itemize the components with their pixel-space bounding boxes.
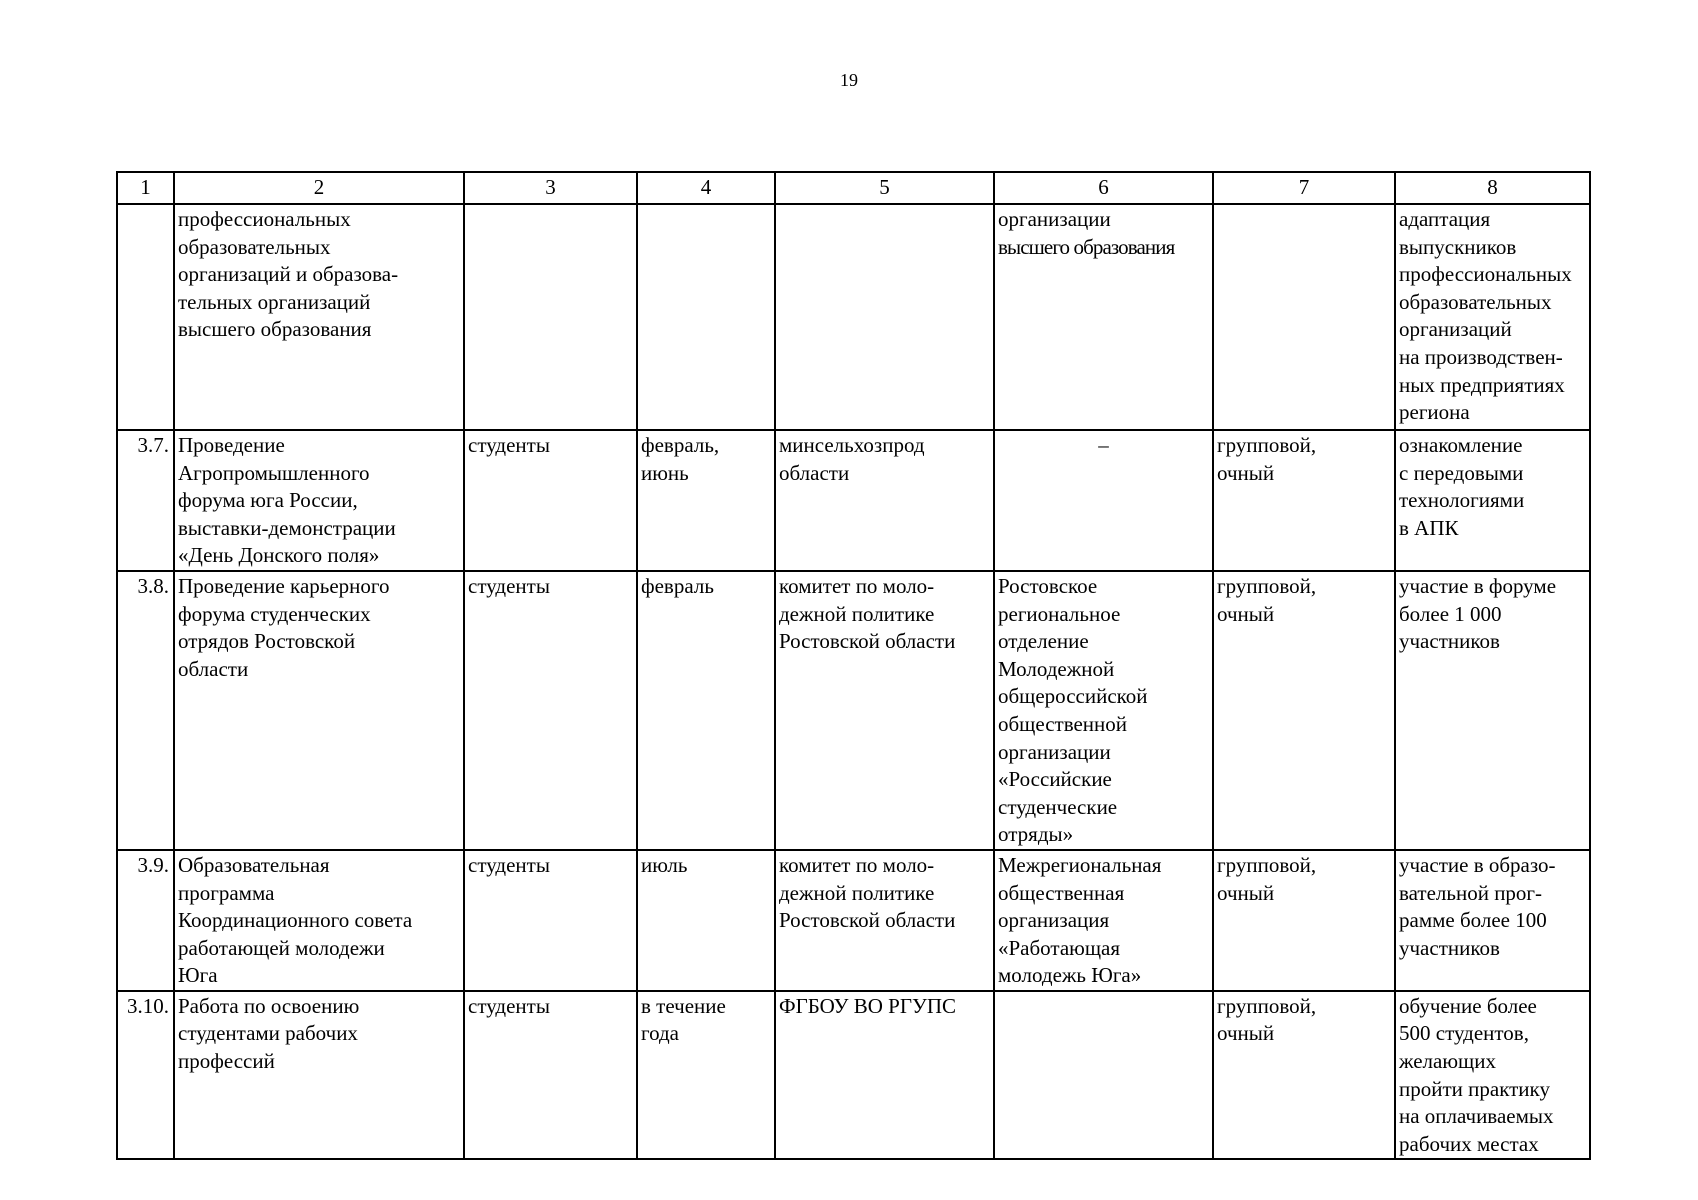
cell-text-line: ознакомление <box>1399 433 1523 457</box>
cell-text-line: Межрегиональная <box>998 852 1162 877</box>
cell-text-line: с передовыми <box>1399 460 1524 485</box>
cell-text-line: Агропромышленного <box>178 460 370 485</box>
cell-text-line: организаций <box>1399 317 1512 342</box>
cell-text-line: групповой, <box>1217 433 1317 457</box>
cell-text-line: области <box>178 656 249 681</box>
cell-text-line: адаптация <box>1399 207 1491 231</box>
cell-text-line: молодежь Юга» <box>998 963 1142 988</box>
cell-text-line: участников <box>1399 629 1500 654</box>
cell-text-line: 500 студентов, <box>1399 1021 1529 1046</box>
cell-period <box>637 850 775 991</box>
cell-text-line: организации <box>998 739 1111 764</box>
cell-text-line: на оплачиваемых <box>1399 1104 1554 1129</box>
cell-text-line: технологиями <box>1399 488 1525 513</box>
cell-text-line: очный <box>1217 1021 1275 1046</box>
cell-text-line: рамме более 100 <box>1399 908 1547 933</box>
cell-text-line: обучение более <box>1399 993 1537 1018</box>
cell-text-line: групповой, <box>1217 852 1317 877</box>
cell-participants <box>464 850 637 991</box>
cell-text-line: желающих <box>1399 1049 1496 1074</box>
cell-text-line: минсельхозпрод <box>779 433 925 457</box>
cell-text-line: профессиональных <box>1399 262 1572 287</box>
cell-number <box>117 204 174 430</box>
cell-text-line: ФГБОУ ВО РГУПС <box>779 993 957 1018</box>
column-header: 7 <box>1213 172 1395 204</box>
cell-partners <box>994 571 1213 850</box>
column-header: 1 <box>117 172 174 204</box>
cell-text-line: вательной прог- <box>1399 880 1543 905</box>
cell-result <box>1395 204 1590 430</box>
cell-text-line: общественная <box>998 880 1125 905</box>
cell-text-line: Проведение карьерного <box>178 573 390 598</box>
column-header: 8 <box>1395 172 1590 204</box>
events-table <box>116 171 1591 1160</box>
cell-text-line: высшего образования <box>178 317 372 342</box>
cell-text-line: в течение <box>641 993 726 1018</box>
cell-event <box>174 430 464 571</box>
cell-text-line: июль <box>641 852 688 877</box>
cell-text-line: организация <box>998 908 1110 933</box>
cell-text-line: студентами рабочих <box>178 1021 358 1046</box>
cell-event <box>174 204 464 430</box>
table-row <box>117 430 1590 571</box>
cell-number: 3.9. <box>117 850 174 991</box>
cell-text-line: рабочих местах <box>1399 1131 1539 1156</box>
column-header: 6 <box>994 172 1213 204</box>
cell-text-line: Ростовской области <box>779 629 956 654</box>
cell-text-line: студенты <box>468 433 550 457</box>
column-header: 4 <box>637 172 775 204</box>
cell-text-line: области <box>779 460 850 485</box>
cell-text-line: «Российские <box>998 767 1112 792</box>
cell-text-line: года <box>641 1021 679 1046</box>
cell-text-line: очный <box>1217 601 1275 626</box>
cell-text-line: студенты <box>468 852 550 877</box>
cell-text-line: более 1 000 <box>1399 601 1502 626</box>
cell-period <box>637 571 775 850</box>
table-row <box>117 850 1590 991</box>
cell-text-line: высшего образования <box>998 234 1175 259</box>
cell-text-line: июнь <box>641 460 689 485</box>
cell-text-line: дежной политике <box>779 880 935 905</box>
cell-text-line: программа <box>178 880 275 905</box>
cell-text-line: тельных организаций <box>178 289 371 314</box>
cell-text-line: на производствен- <box>1399 344 1563 369</box>
cell-format <box>1213 571 1395 850</box>
cell-format <box>1213 850 1395 991</box>
cell-event <box>174 850 464 991</box>
cell-text-line: образовательных <box>178 234 331 259</box>
cell-text-line: февраль, <box>641 433 720 457</box>
cell-text-line: форума студенческих <box>178 601 371 626</box>
table-row <box>117 571 1590 850</box>
cell-number: 3.7. <box>117 430 174 571</box>
cell-text-line: организации <box>998 207 1111 231</box>
table-header-row <box>117 172 1590 204</box>
cell-text-line: Ростовское <box>998 573 1098 598</box>
cell-partners <box>994 430 1213 571</box>
cell-text-line: студенческие <box>998 794 1118 819</box>
cell-text-line: отряды» <box>998 822 1074 847</box>
page-number: 19 <box>840 70 858 90</box>
table-row <box>117 991 1590 1160</box>
cell-text-line: участников <box>1399 935 1500 960</box>
cell-text-line: пройти практику <box>1399 1076 1550 1101</box>
cell-text-line: студенты <box>468 573 550 598</box>
cell-text-line: общероссийской <box>998 684 1148 709</box>
cell-text-line: Ростовской области <box>779 908 956 933</box>
cell-participants <box>464 430 637 571</box>
cell-result <box>1395 850 1590 991</box>
cell-format <box>1213 430 1395 571</box>
cell-text-line: дежной политике <box>779 601 935 626</box>
cell-text-line: групповой, <box>1217 993 1317 1018</box>
cell-text-line: отрядов Ростовской <box>178 629 356 654</box>
cell-text-line: «День Донского поля» <box>178 543 380 568</box>
cell-result <box>1395 430 1590 571</box>
cell-responsible <box>775 850 994 991</box>
cell-text-line: Молодежной <box>998 656 1115 681</box>
column-header: 5 <box>775 172 994 204</box>
cell-responsible <box>775 571 994 850</box>
cell-text-line: Образовательная <box>178 852 330 877</box>
cell-text-line: комитет по моло- <box>779 852 935 877</box>
cell-text-line: общественной <box>998 711 1128 736</box>
cell-result <box>1395 991 1590 1160</box>
cell-period <box>637 430 775 571</box>
cell-text-line: отделение <box>998 629 1089 654</box>
cell-text-line: профессий <box>178 1049 275 1074</box>
cell-text-line: Работа по освоению <box>178 993 360 1018</box>
cell-text-line: региональное <box>998 601 1121 626</box>
cell-participants <box>464 991 637 1160</box>
cell-responsible <box>775 204 994 430</box>
cell-event <box>174 991 464 1160</box>
cell-text-line: региона <box>1399 400 1470 425</box>
cell-text-line: организаций и образова- <box>178 262 399 287</box>
cell-result <box>1395 571 1590 850</box>
cell-text-line: февраль <box>641 573 714 598</box>
cell-participants <box>464 571 637 850</box>
cell-responsible <box>775 430 994 571</box>
cell-text-line: форума юга России, <box>178 488 358 513</box>
cell-text-line: групповой, <box>1217 573 1317 598</box>
cell-text-line: очный <box>1217 880 1275 905</box>
cell-partners <box>994 991 1213 1160</box>
cell-text-line: Координационного совета <box>178 908 413 933</box>
cell-period <box>637 991 775 1160</box>
cell-text-line: в АПК <box>1399 515 1459 540</box>
cell-text-line: очный <box>1217 460 1275 485</box>
cell-text-line: профессиональных <box>178 207 351 231</box>
cell-text-line: «Работающая <box>998 935 1121 960</box>
cell-participants <box>464 204 637 430</box>
table-row <box>117 204 1590 430</box>
cell-text-line: комитет по моло- <box>779 573 935 598</box>
cell-text-line: участие в форуме <box>1399 573 1557 598</box>
cell-partners <box>994 204 1213 430</box>
cell-text-line: образовательных <box>1399 289 1552 314</box>
cell-partners <box>994 850 1213 991</box>
cell-text-line: – <box>1098 433 1109 457</box>
cell-number: 3.8. <box>117 571 174 850</box>
cell-format <box>1213 204 1395 430</box>
column-header: 3 <box>464 172 637 204</box>
cell-text-line: Проведение <box>178 433 285 457</box>
cell-event <box>174 571 464 850</box>
cell-text-line: Юга <box>178 963 218 988</box>
cell-text-line: ных предприятиях <box>1399 372 1565 397</box>
column-header: 2 <box>174 172 464 204</box>
cell-text-line: работающей молодежи <box>178 935 385 960</box>
cell-period <box>637 204 775 430</box>
cell-text-line: выставки-демонстрации <box>178 515 396 540</box>
cell-number: 3.10. <box>117 991 174 1160</box>
cell-text-line: студенты <box>468 993 550 1018</box>
cell-text-line: участие в образо- <box>1399 852 1556 877</box>
cell-text-line: выпускников <box>1399 234 1517 259</box>
cell-format <box>1213 991 1395 1160</box>
cell-responsible <box>775 991 994 1160</box>
